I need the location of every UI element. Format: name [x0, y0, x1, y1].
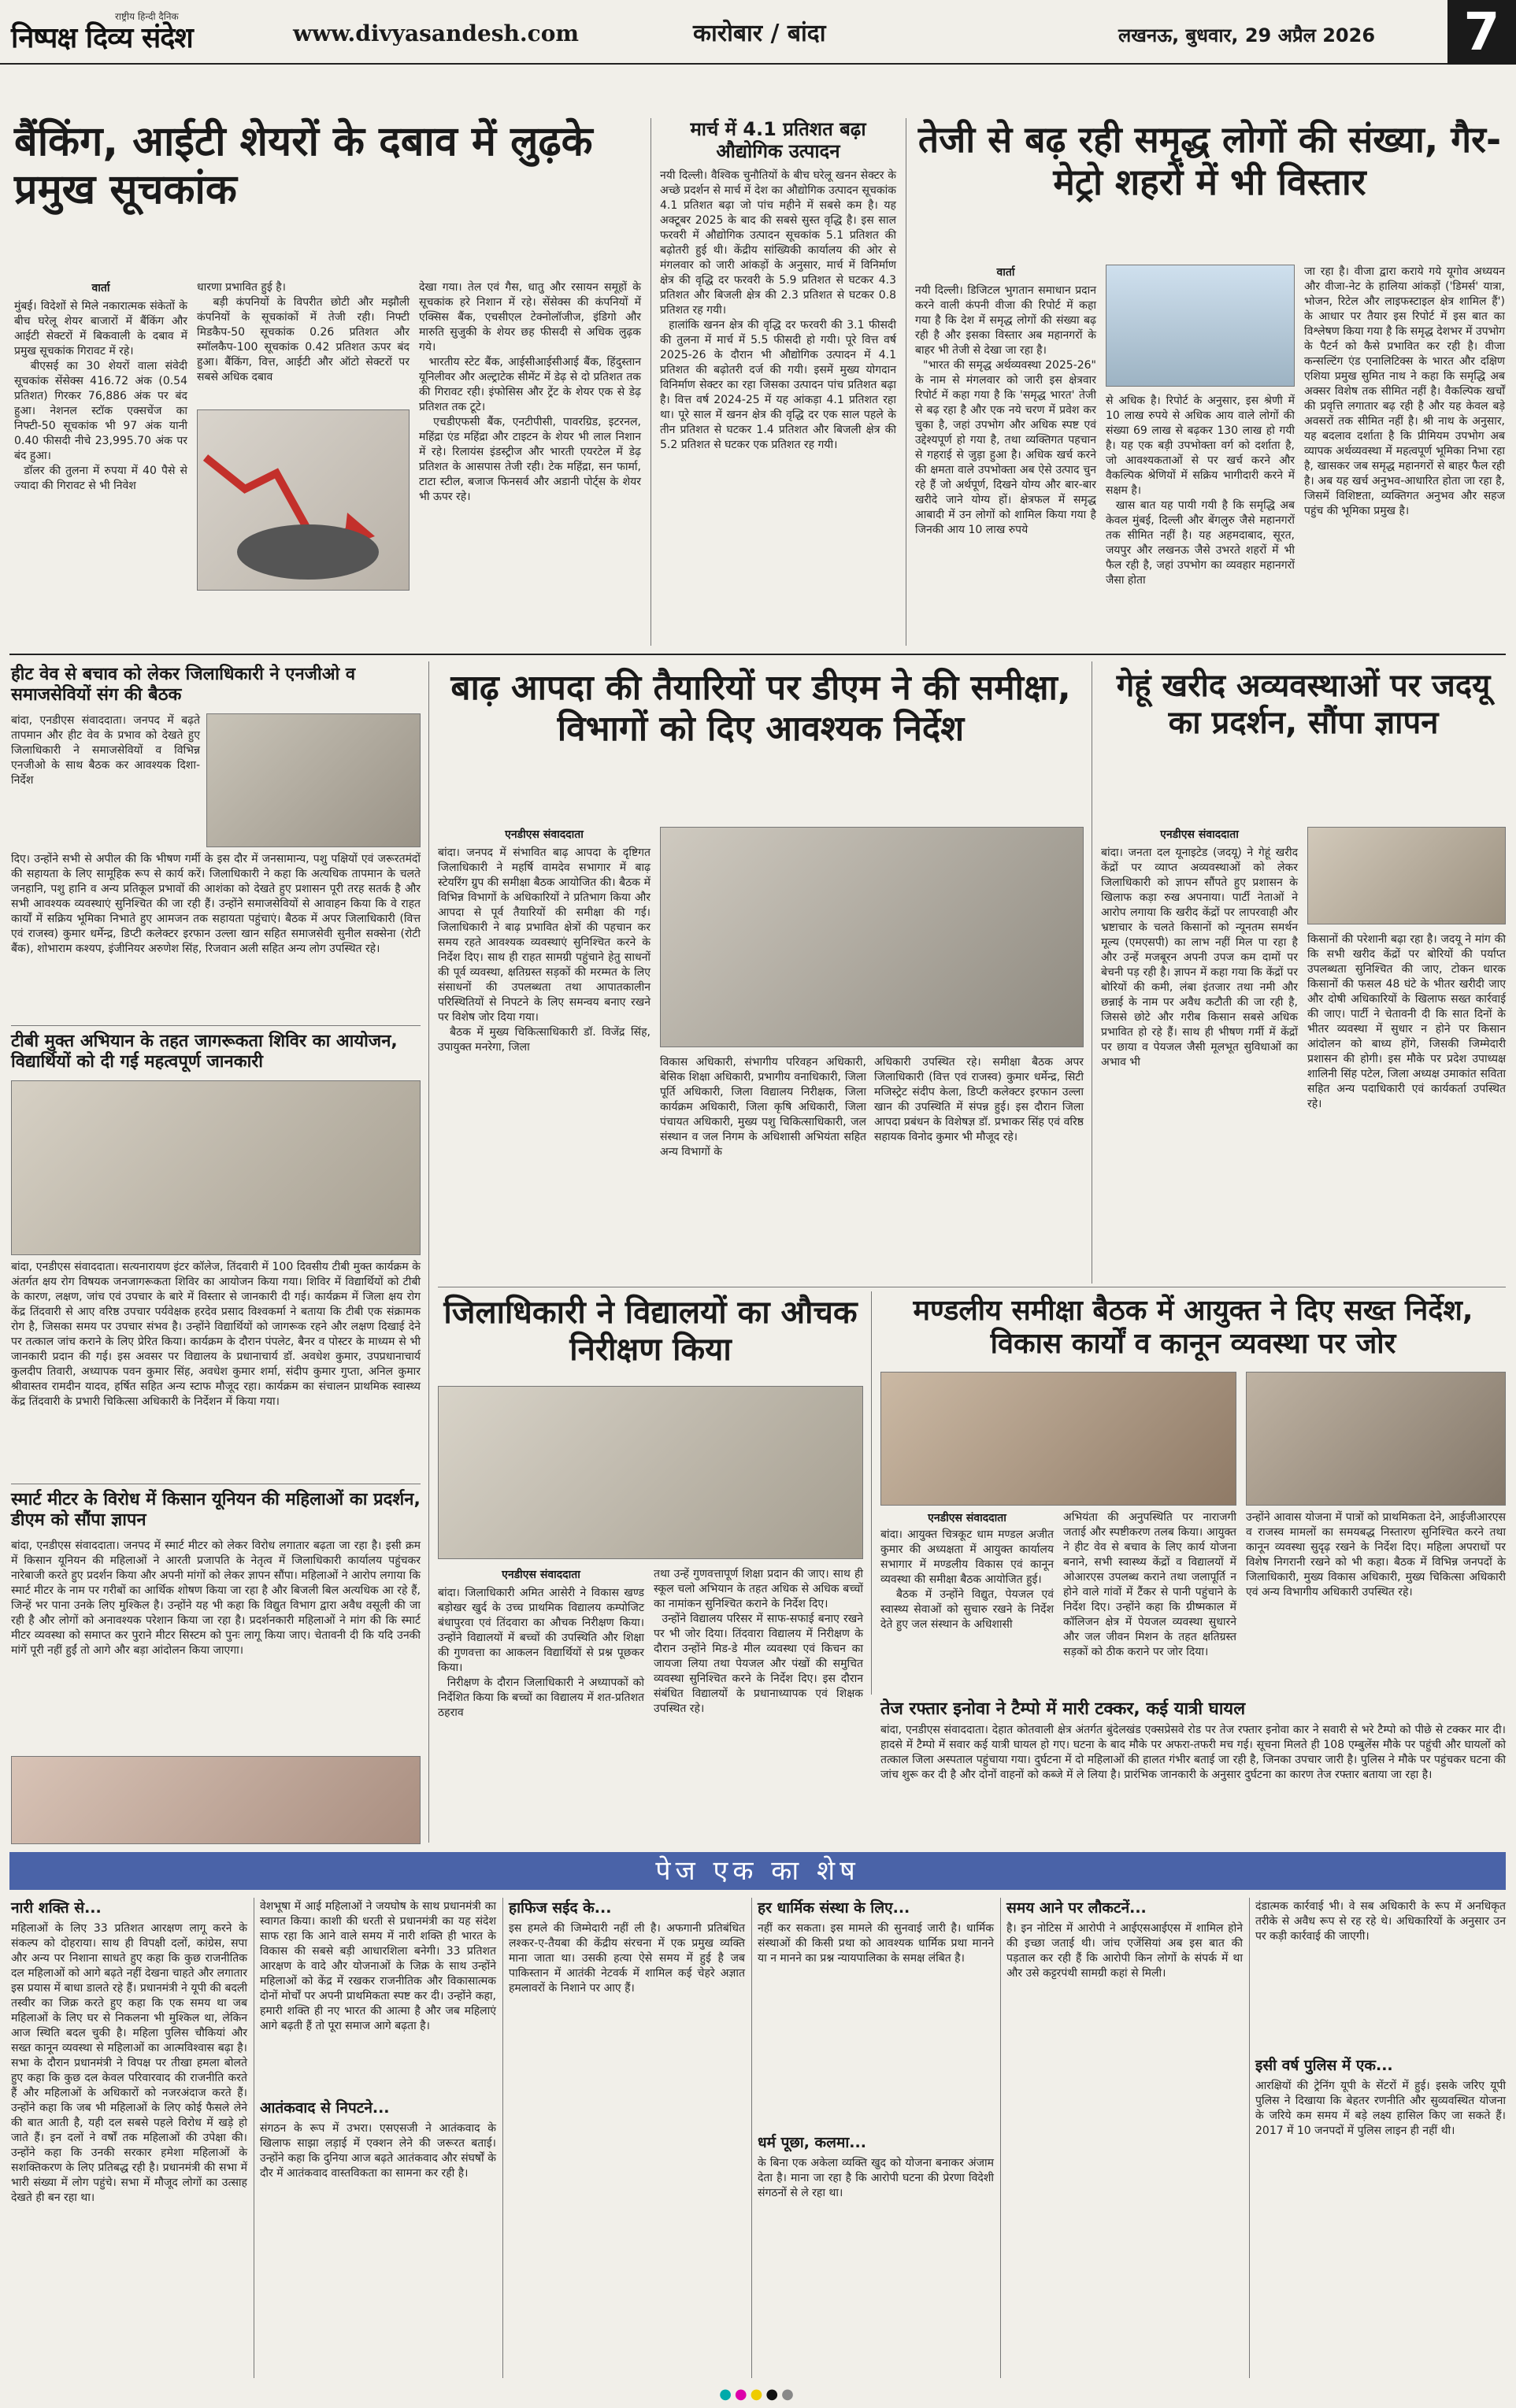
jump-4b-heading[interactable]: धर्म पूछा, कलमा... — [758, 2134, 866, 2151]
masthead-bar — [0, 0, 1516, 65]
jump-2b-body: संगठन के रूप में उभरा। एसएसजी ने आतंकवाद के खिलाफ साझा लड़ाई में एक्शन लेने की जरूरत बताई। उन्होंने कहा कि दुनिया आज बढ़ते आतंकवाद और संघर्षों के दौर में आतंकवाद वास्तविकता का सामना कर रही है। — [260, 2122, 500, 2180]
c1-column-3: अधिकारी उपस्थित रहे। समीक्षा बैठक अपर जिलाधिकारी (वित्त एवं राजस्व) कुमार धर्मेन्द्र, सिटी मजिस्ट्रेट संदीप केला, डिप्टी कलेक्टर इरफान उल्ला खान की उपस्थिति में संपन्न हुई। इस दौरान जिला आपदा प्रबंधन के विशेषज्ञ डॉ. प्रभाकर सिंह एवं वरिष्ठ सहायक विनोद कुमार भी मौजूद रहे। — [874, 1056, 1088, 1143]
a3-column-1: नयी दिल्ली। डिजिटल भुगतान समाधान प्रदान करने वाली कंपनी वीजा की रिपोर्ट में कहा गया है कि देश में समृद्ध लोगों की संख्या बढ़ रही है और इसका विस्तार अब महानगरों के बाहर भी तेजी से देखा जा रहा है। "भारत की समृद्ध अर्थव्यवस्था 2025-26" के नाम से मंगलवार को जारी इस क्षेत्रवार रिपोर्ट में कहा गया है कि 'समृद्ध भारत' तेजी से बढ़ रहा है और एक नये चरण में प्रवेश कर चुका है, जहां उपभोग और अधिक स्पष्ट एवं उद्देश्यपूर्ण हो गया है, तथा व्यक्तिगत पहचान से गहराई से जुड़ा हुआ है। अधिक खर्च करने की क्षमता वाले उपभोक्ता अब ऐसे उत्पाद चुन रहे हैं जो अर्थपूर्ण, दिखने योग्य और बार-बार खरीदे जाने योग्य हों। क्षेत्रफल में समृद्ध आबादी में उन लोगों को शामिल किया गया है जिनकी आय 10 लाख रुपये — [915, 284, 1096, 536]
review-meeting-photo-1 — [880, 1372, 1236, 1506]
newspaper-logo — [11, 9, 295, 58]
a1-column-2: धारणा प्रभावित हुई है। बड़ी कंपनियों के विपरीत छोटी और मझौली कंपनियों के सूचकांकों में तेजी रही। निफ्टी मिडकैप-50 सूचकांक 0.26 प्रतिशत और स्मॉलकैप-100 सूचकांक 0.42 प्रतिशत ऊपर बंद हुआ। बैंकिंग, वित्त, आईटी और ऑटो सेक्टरों पर सबसे अधिक दबाव — [197, 281, 410, 383]
bull-chart-icon — [198, 410, 410, 591]
jump-5-heading[interactable]: समय आने पर लौकटनें... — [1006, 1899, 1147, 1917]
women-protest-photo — [11, 1756, 421, 1844]
jump-6-body: दंडात्मक कार्रवाई भी। वे सब अधिकारी के रूप में अनधिकृत तरीके से अवैध रूप से रह रहे थे। अधिकारियों के अनुसार उन पर कड़ी कार्रवाई की जाएगी। — [1255, 1900, 1510, 1943]
a3-column-2: से अधिक है। रिपोर्ट के अनुसार, इस श्रेणी में 10 लाख रुपये से अधिक आय वाले लोगों की संख्या 69 लाख से बढ़कर 130 लाख हो गयी है। यह एक बड़ी उपभोक्ता वर्ग को दर्शाता है, जो आवश्यकताओं से पर खर्च करने और वैकल्पिक श्रेणियों में सक्रिय भागीदारी करने में सक्षम है। खास बात यह पायी गयी है कि समृद्धि अब केवल मुंबई, दिल्ली और बेंगलुरु जैसे महानगरों तक सीमित नहीं है। यह अहमदाबाद, सूरत, जयपुर और लखनऊ जैसे उभरते शहरों में भी फैल रही है, जहां उपभोग का व्यवहार महानगरों जैसा होता — [1106, 395, 1295, 587]
c4-column-1: बांदा। आयुक्त चित्रकूट धाम मण्डल अजीत कुमार की अध्यक्षता में आयुक्त कार्यालय सभागार में मण्डलीय विकास एवं कानून व्यवस्था की समीक्षा बैठक आयोजित हुई। बैठक में उन्होंने विद्युत, पेयजल एवं स्वास्थ्य सेवाओं को सुचारु रखने के निर्देश देते हुए जल संस्थान के अधिशासी — [880, 1528, 1054, 1631]
tb-camp-photo — [11, 1080, 421, 1255]
a3-headline: तेजी से बढ़ रही समृद्ध लोगों की संख्या, गैर-मेट्रो शहरों में भी विस्तार — [917, 118, 1502, 204]
c5-headline: तेज रफ्तार इनोवा ने टैम्पो में मारी टक्कर, कई यात्री घायल — [880, 1699, 1246, 1719]
divider — [9, 654, 1506, 655]
c1-byline: एनडीएस संवाददाता — [505, 828, 584, 841]
jump-5-body: है। इन नोटिस में आरोपी ने आईएसआईएस में शामिल होने की इच्छा जताई थी। जांच एजेंसियां अब इस बात की पड़ताल कर रही हैं कि आरोपी किन लोगों के संपर्क में था और उसे कट्टरपंथी सामग्री कहां से मिली। — [1006, 1922, 1247, 1980]
jump-3-heading[interactable]: हाफिज सईद के... — [509, 1899, 612, 1917]
jump-1-body: महिलाओं के लिए 33 प्रतिशत आरक्षण लागू करने के संकल्प को दोहराया। साथ ही विपक्षी दलों, कांग्रेस, सपा और अन्य पर निशाना साधते हुए कहा कि कुछ राजनीतिक दल महिलाओं को आगे बढ़ते नहीं देखना चाहते और लगातार इस प्रयास में बाधा डालते रहे हैं। प्रधानमंत्री ने यूपी की बदली तस्वीर का जिक्र करते हुए कहा कि एक समय था जब महिलाओं के लिए घर से निकलना भी मुश्किल था, लेकिन आज स्थिति बदल चुकी है। महिला पुलिस चौकियां और सख्त कानून व्यवस्था से महिलाओं का आत्मविश्वास बढ़ा है। सभा के दौरान प्रधानमंत्री ने विपक्ष पर तीखा हमला बोलते हुए कहा कि कुछ दल केवल परिवारवाद की राजनीति करते हैं और महिलाओं के अधिकारों को नजरअंदाज करते हैं। उन्होंने कहा कि जब भी महिलाओं के लिए कोई फैसले लेने की बात आती है, यही दल सबसे पहले विरोध में खड़े हो जाते हैं। इन दलों ने वर्षों तक महिलाओं की उपेक्षा की। उन्होंने कहा कि उनकी सरकार हमेशा महिलाओं के सशक्तिकरण के लिए प्रतिबद्ध रही है। प्रधानमंत्री की सभा में भारी संख्या में लोग पहुंचे। सभा में मौजूद लोगों का उत्साह देखते ही बन रहा था। — [11, 1922, 251, 2204]
divider — [751, 1898, 752, 2378]
c4-column-3: उन्होंने आवास योजना में पात्रों को प्राथमिकता देने, आईजीआरएस व राजस्व मामलों का समयबद्ध निस्तारण सुनिश्चित करने तथा कानून व्यवस्था सुदृढ़ रखने के निर्देश दिए। महिला अपराधों पर विशेष निगरानी रखने को भी कहा। बैठक में विभिन्न जनपदों के जिलाधिकारी, मुख्य विकास अधिकारी, मुख्य चिकित्सा अधिकारी एवं अन्य विभागीय अधिकारी उपस्थित रहे। — [1246, 1511, 1510, 1599]
a2-headline: मार्च में 4.1 प्रतिशत बढ़ा औद्योगिक उत्पादन — [690, 118, 866, 163]
divider — [502, 1898, 503, 2378]
divider — [1249, 1898, 1250, 2378]
c1-headline: बाढ़ आपदा की तैयारियों पर डीएम ने की समीक्षा, विभागों को दिए आवश्यक निर्देश — [450, 668, 1071, 749]
jump-4-body: नहीं कर सकता। इस मामले की सुनवाई जारी है। धार्मिक संस्थाओं की किसी प्रथा को आवश्यक धार्मिक प्रथा मानने या न मानने का प्रश्न न्यायपालिका के समक्ष लंबित है। — [758, 1922, 998, 1965]
c2-headline: गेहूं खरीद अव्यवस्थाओं पर जदयू का प्रदर्शन, सौंपा ज्ञापन — [1116, 668, 1491, 742]
flood-meeting-photo — [660, 827, 1084, 1047]
a1-headline: बैंकिंग, आईटी शेयरों के दबाव में लुढ़के प्रमुख सूचकांक — [14, 118, 593, 214]
c4-headline: मण्डलीय समीक्षा बैठक में आयुक्त ने दिए सख्त निर्देश, विकास कार्यों व कानून व्यवस्था पर जोर — [913, 1295, 1473, 1361]
jump-3-body: इस हमले की जिम्मेदारी नहीं ली है। अफगानी प्रतिबंधित लश्कर-ए-तैयबा की केंद्रीय संरचना में एक प्रमुख व्यक्ति माना जाता था। उसकी हत्या ऐसे समय में हुई है जब पाकिस्तान में आतंकी नेटवर्क में शामिल कई चेहरे अज्ञात हमलावरों के निशाने पर आए हैं। — [509, 1922, 749, 1995]
a3-column-3: जा रहा है। वीजा द्वारा कराये गये यूगोव अध्ययन और वीजा-नेट के हालिया आंकड़ों ('डिमर्स' यात्रा, भोजन, रिटेल और लाइफस्टाइल क्षेत्र शामिल हैं') के आधार पर तैयार इस रिपोर्ट में इस बात का विश्लेषण किया गया है कि समृद्ध देशभर में उपभोग के पैटर्न को कैसे प्रभावित कर रही है। वीजा कन्सल्टिंग एंड एनालिटिक्स के भारत और दक्षिण एशिया प्रमुख सुमित नाथ ने कहा कि समृद्धि अब अक्सर विशेष तक सीमित नहीं है। वैकल्पिक खर्चों की प्रवृत्ति लगातार बढ़ रही है और यह केवल बड़े अवसरों तक सीमित नहीं है। श्री नाथ के अनुसार, यह बदलाव दर्शाता है कि प्रीमियम उपभोग अब व्यापक अर्थव्यवस्था में महत्वपूर्ण भूमिका निभा रहा है, खासकर जब समृद्ध महानगरों से बाहर फैल रही है। अब यह खर्च अनुभव-आधारित होता जा रहा है, जिसमें विशिष्टता, व्यक्तिगत अनुभव और सहज पहुंच की भूमिका प्रमुख है। — [1304, 265, 1509, 517]
c1-column-1: बांदा। जनपद में संभावित बाढ़ आपदा के दृष्टिगत जिलाधिकारी ने महर्षि वामदेव सभागार में बाढ़ स्टेयरिंग ग्रुप की समीक्षा बैठक आयोजित की। बैठक में विभिन्न विभागों के अधिकारियों ने प्रतिभाग किया और आपदा से पूर्व तैयारियों की समीक्षा की गई। जिलाधिकारी ने बाढ़ प्रभावित क्षेत्रों की पहचान कर समय रहते आवश्यक व्यवस्थाएं सुनिश्चित करने के निर्देश दिए। साथ ही राहत सामग्री पहुंचाने हेतु साधनों की पूर्व व्यवस्था, क्षतिग्रस्त सड़कों की मरम्मत के लिए संसाधनों की उपलब्धता तथा आपातकालीन परिस्थितियों से निपटने के लिए समन्वय बनाए रखने पर विशेष जोर दिया गया। बैठक में मुख्य चिकित्साधिकारी डॉ. विजेंद्र सिंह, उपायुक्त मनरेगा, जिला — [438, 847, 651, 1054]
jump-4-heading[interactable]: हर धार्मिक संस्था के लिए... — [758, 1899, 910, 1917]
c4-column-2: अभियंता की अनुपस्थिति पर नाराजगी जताई और स्पष्टीकरण तलब किया। आयुक्त ने हीट वेव से बचाव के लिए कार्य योजना बनाने, सभी स्वास्थ्य केंद्रों व विद्यालयों में ओआरएस उपलब्ध कराने तथा जलापूर्ति न होने वाले गांवों में टैंकर से पानी पहुंचाने के निर्देश दिए। उन्होंने कहा कि ग्रीष्मकाल में कॉलिजन क्षेत्र में पेयजल व्यवस्था सुधारने और जल जीवन मिशन के तहत क्षतिग्रस्त सड़कों को ठीक कराने पर जोर दिया। — [1063, 1511, 1240, 1658]
c3-column-2: तथा उन्हें गुणवत्तापूर्ण शिक्षा प्रदान की जाए। साथ ही स्कूल चलो अभियान के तहत अधिक से अधिक बच्चों का नामांकन सुनिश्चित कराने के निर्देश दिए। उन्होंने विद्यालय परिसर में साफ-सफाई बनाए रखने पर भी जोर दिया। तिंदवारा विद्यालय में निरीक्षण के दौरान उन्होंने मिड-डे मील व्यवस्था एवं किचन का जायजा लिया तथा पेयजल और पंखों की समुचित व्यवस्था सुनिश्चित करने के निर्देश दिए। इस दौरान संबंधित विद्यालयों के प्रधानाध्यापक एवं शिक्षक उपस्थित रहे। — [654, 1568, 864, 1715]
b2-body: बांदा, एनडीएस संवाददाता। सत्यनारायण इंटर कॉलेज, तिंदवारी में 100 दिवसीय टीबी मुक्त कार्यक्रम के अंतर्गत क्षय रोग विषयक जनजागरूकता शिविर का आयोजन किया गया। शिविर में विद्यार्थियों को टीबी के कारण, लक्षण, जांच एवं उपचार के बारे में विस्तार से जानकारी दी गई। कार्यक्रम में जिला क्षय रोग केंद्र तिंदवारी से आए वरिष्ठ उपचार पर्यवेक्षक हरदेव प्रसाद विश्वकर्मा ने बताया कि टीबी एक संक्रामक रोग है, जिसका समय पर उपचार संभव है। उन्होंने विद्यार्थियों को जागरूक रहने और लक्षण दिखाई देने पर तत्काल जांच कराने के लिए प्रेरित किया। कार्यक्रम के दौरान पंपलेट, बैनर व पोस्टर के माध्यम से भी जानकारी प्रदान की गई। इस अवसर पर विद्यालय के प्रधानाचार्य डॉ. अवधेश कुमार, उपप्रधानाचार्य कुलदीप तिवारी, अध्यापक पवन कुमार सिंह, अवधेश कुमार शर्मा, संदीप कुमार गुप्ता, अनिल कुमार श्रीवास्तव रामदीन यादव, हर्षित सहित अन्य स्टाफ मौजूद रहा। कार्यक्रम का संचालन प्राथमिक स्वास्थ्य केंद्र तिंदवारी के प्रभारी चिकित्सा अधिकारी के निर्देशन में किया गया। — [11, 1261, 424, 1408]
c3-column-1: बांदा। जिलाधिकारी अमित आसेरी ने विकास खण्ड बड़ोखर खुर्द के उच्च प्राथमिक विद्यालय कम्पोजिट बंधापुरवा एवं तिंदवारा का औचक निरीक्षण किया। उन्होंने विद्यालयों में बच्चों की उपस्थिति और शिक्षा की गुणवत्ता का आकलन विद्यार्थियों से प्रश्न पूछकर किया। निरीक्षण के दौरान जिलाधिकारी ने अध्यापकों को निर्देशित किया कि बच्चों का विद्यालय में शत-प्रतिशत ठहराव — [438, 1587, 644, 1719]
print-registration-marks: ●●●●● — [719, 2386, 797, 2402]
divider — [1000, 1898, 1001, 2378]
bull-market-illustration — [197, 409, 410, 591]
divider — [428, 661, 429, 1843]
jump-6b-body: आरक्षियों की ट्रेनिंग यूपी के सेंटरों में हुई। इसके जरिए यूपी पुलिस ने दिखाया कि बेहतर रणनीति और सुव्यवस्थित योजना के जरिये कम समय में बड़े लक्ष्य हासिल किए जा सकते हैं। 2017 में 10 जनपदों में पुलिस लाइन ही नहीं थी। — [1255, 2080, 1510, 2137]
c2-column-1: बांदा। जनता दल यूनाइटेड (जदयू) ने गेहूं खरीद केंद्रों पर व्याप्त अव्यवस्थाओं को लेकर जिलाधिकारी को ज्ञापन सौंपते हुए प्रशासन के खिलाफ कड़ा रुख अपनाया। पार्टी नेताओं ने आरोप लगाया कि खरीद केंद्रों पर लापरवाही और भ्रष्टाचार के चलते किसानों को न्यूनतम समर्थन मूल्य (एमएसपी) का लाभ नहीं मिल पा रहा है और उन्हें मजबूरन अपनी उपज कम दामों पर बेचनी पड़ रही है। ज्ञापन में कहा गया कि केंद्रों पर बोरियों की कमी, लंबा इंतजार तथा नमी और छन्नाई के नाम पर अवैध कटौती की जा रही है, जिससे छोटे और गरीब किसान सबसे अधिक प्रभावित हो रहे हैं। साथ ही भीषण गर्मी में केंद्रों पर छाया व पेयजल जैसी मूलभूत सुविधाओं का अभाव भी — [1101, 847, 1302, 1069]
a1-byline: वार्ता — [91, 282, 110, 295]
b1-headline: हीट वेव से बचाव को लेकर जिलाधिकारी ने एनजीओ व समाजसेवियों संग की बैठक — [11, 665, 356, 705]
b3-headline: स्मार्ट मीटर के विरोध में किसान यूनियन की महिलाओं का प्रदर्शन, डीएम को सौंपा ज्ञापन — [11, 1490, 421, 1530]
newspaper-name: निष्पक्ष दिव्य संदेश — [11, 22, 193, 54]
ngo-meeting-photo — [206, 713, 421, 847]
metro-train-photo — [1106, 265, 1295, 387]
b3-body: बांदा, एनडीएस संवाददाता। जनपद में स्मार्ट मीटर को लेकर विरोध लगातार बढ़ता जा रहा है। इसी क्रम में किसान यूनियन की महिलाओं ने आरती प्रजापति के नेतृत्व में जिलाधिकारी कार्यालय पहुंचकर नारेबाजी करते हुए प्रदर्शन किया और अपनी मांगों को लेकर ज्ञापन सौंपा। महिलाओं ने आरोप लगाया कि स्मार्ट मीटर के नाम पर गरीबों का आर्थिक शोषण किया जा रहा है और बिजली बिल अत्यधिक आ रहे हैं, जिन्हें भर पाना उनके लिए मुश्किल है। उन्होंने यह भी कहा कि विद्युत विभाग द्वारा अवैध वसूली की जा रही है और लोगों को अनावश्यक परेशान किया जा रहा है। प्रदर्शनकारी महिलाओं ने मांग की कि स्मार्ट मीटर व्यवस्था को समाप्त कर पुराने मीटर सिस्टम को पुनः लागू किया जाए। चेतावनी दी कि यदि उनकी मांगें पूरी नहीं हुईं तो आगे और बड़ा आंदोलन किया जाएगा। — [11, 1539, 424, 1657]
b2-headline: टीबी मुक्त अभियान के तहत जागरूकता शिविर का आयोजन, विद्यार्थियों को दी गई महत्वपूर्ण जानकारी — [11, 1032, 398, 1072]
c2-column-2: किसानों की परेशानी बढ़ा रहा है। जदयू ने मांग की कि सभी खरीद केंद्रों पर बोरियों की पर्याप्त उपलब्धता सुनिश्चित की जाए, टोकन धारक किसानों की फसल 48 घंटे के भीतर खरीदी जाए और दोषी अधिकारियों के खिलाफ सख्त कार्रवाई की जाए। पार्टी ने चेतावनी दी कि सात दिनों के भीतर व्यवस्था में सुधार न होने पर किसान आंदोलन को बाध्य होंगे, जिसकी जिम्मेदारी प्रशासन की होगी। इस मौके पर प्रदेश उपाध्यक्ष शालिनी सिंह पटेल, जिला अध्यक्ष उमाकांत सविता सहित अन्य पदाधिकारी एवं कार्यकर्ता उपस्थित रहे। — [1307, 933, 1510, 1110]
tagline: राष्ट्रीय हिन्दी दैनिक — [115, 11, 179, 22]
b1-body: दिए। उन्होंने सभी से अपील की कि भीषण गर्मी के इस दौर में जनसामान्य, पशु पक्षियों एवं जरूरतमंदों की सहायता के लिए सामूहिक रूप से कार्य करें। जिलाधिकारी ने कहा कि अत्यधिक तापमान के चलते जनहानि, पशु हानि व अन्य प्रतिकूल प्रभावों की आशंका को देखते हुए प्रशासन पूरी तरह सतर्क है और सभी आवश्यक व्यवस्थाएं सुनिश्चित की जा रही हैं। उन्होंने समाजसेवियों से आवाहन किया कि वे राहत कार्यों में सक्रिय भूमिका निभाते हुए आमजन तक सहायता पहुंचाएं। बैठक में अपर जिलाधिकारी (वित्त एवं राजस्व) कुमार धर्मेन्द्र, डिप्टी कलेक्टर इरफान उल्ला खान सहित समाजसेवी सुनील सक्सेना (रोटी बैंक), शोभाराम कश्यप, इंजीनियर अरुणेश सिंह, रिजवान अली सहित अन्य लोग उपस्थित रहे। — [11, 853, 424, 955]
b1-lead: बांदा, एनडीएस संवाददाता। जनपद में बढ़ते तापमान और हीट वेव के प्रभाव को देखते हुए जिलाधिकारी ने समाजसेवियों व विभिन्न एनजीओ के साथ बैठक कर आवश्यक दिशा-निर्देश — [11, 714, 204, 787]
c4-byline: एनडीएस संवाददाता — [928, 1512, 1006, 1524]
jump-1-heading[interactable]: नारी शक्ति से... — [11, 1899, 102, 1917]
c2-byline: एनडीएस संवाददाता — [1160, 828, 1239, 841]
jump-6-heading[interactable]: इसी वर्ष पुलिस में एक... — [1255, 2057, 1393, 2074]
section-name: कारोबार / बांदा — [693, 20, 826, 47]
jdu-memorandum-photo — [1307, 827, 1506, 924]
a1-column-1: मुंबई। विदेशों से मिले नकारात्मक संकेतों के बीच घरेलू शेयर बाजारों में बैंकिंग और आईटी सेक्टरों में बिकवाली के दबाव में प्रमुख सूचकांक गिरावट में रहे। बीएसई का 30 शेयरों वाला संवेदी सूचकांक सेंसेक्स 416.72 अंक (0.54 प्रतिशत) गिरकर 76,886 अंक पर बंद हुआ। नेशनल स्टॉक एक्सचेंज का निफ्टी-50 सूचकांक भी 97 अंक यानी 0.40 फीसदी नीचे 23,995.70 अंक पर बंद हुआ। डॉलर की तुलना में रुपया में 40 पैसे से ज्यादा की गिरावट से भी निवेश — [14, 300, 187, 492]
c3-headline: जिलाधिकारी ने विद्यालयों का औचक निरीक्षण किया — [443, 1295, 858, 1369]
review-meeting-photo-2 — [1246, 1372, 1506, 1506]
a3-byline: वार्ता — [996, 266, 1015, 279]
page-number: 7 — [1447, 0, 1516, 65]
a2-body: नयी दिल्ली। वैश्विक चुनौतियों के बीच घरेलू खनन सेक्टर के अच्छे प्रदर्शन से मार्च में देश का औद्योगिक उत्पादन सूचकांक 4.1 प्रतिशत बढ़ा जो पांच महीने में सबसे कम है। यह अक्टूबर 2025 के बाद की सबसे सुस्त वृद्धि है। इस साल फरवरी में औद्योगिक उत्पादन सूचकांक 5.1 प्रतिशत की बढ़ोतरी हुई थी। केंद्रीय सांख्यिकी कार्यालय की ओर से मंगलवार को जारी आंकड़ों के अनुसार, मार्च में विनिर्माण क्षेत्र की वृद्धि दर फरवरी के 5.9 प्रतिशत से घटकर 4.3 प्रतिशत और बिजली क्षेत्र की 2.3 प्रतिशत से घटकर 0.8 प्रतिशत रह गयी। हालांकि खनन क्षेत्र की वृद्धि दर फरवरी की 3.1 फीसदी की तुलना में मार्च में 5.5 फीसदी हो गयी। पूरे वित्त वर्ष 2025-26 के दौरान भी औद्योगिक उत्पादन में 4.1 प्रतिशत की बढ़ोतरी दर्ज की गयी। इसमें मुख्य योगदान विनिर्माण सेक्टर का रहा जिसका उत्पादन पांच प्रतिशत बढ़ा है। वित्त वर्ष 2024-25 में यह आंकड़ा 4.1 प्रतिशत रहा था। पूरे साल में खनन क्षेत्र की वृद्धि दर एक साल पहले के तीन प्रतिशत से घटकर 1.4 प्रतिशत और बिजली क्षेत्र की 5.2 प्रतिशत से घटकर एक प्रतिशत रह गयी। — [660, 169, 896, 451]
a1-column-3: देखा गया। तेल एवं गैस, धातु और रसायन समूहों के सूचकांक हरे निशान में रहे। सेंसेक्स की कंपनियों में एक्सिस बैंक, एचसीएल टेक्नोलॉजीज, इंडिगो और मारुति सुजुकी के शेयर छह फीसदी से अधिक लुढ़क गये। भारतीय स्टेट बैंक, आईसीआईसीआई बैंक, हिंदुस्तान यूनिलीवर और अल्ट्राटेक सीमेंट में डेढ़ से दो प्रतिशत तक की गिरावट रही। इंफोसिस और ट्रेंट के शेयर एक से डेढ़ प्रतिशत तक टूटे। एचडीएफसी बैंक, एनटीपीसी, पावरग्रिड, इटरनल, महिंद्रा एंड महिंद्रा और टाइटन के शेयर भी लाल निशान में रहे। रिलायंस इंडस्ट्रीज और भारती एयरटेल में डेढ़ प्रतिशत के आसपास तेजी रही। टेक महिंद्रा, सन फार्मा, टाटा स्टील, बजाज फिनसर्व और अडानी पोर्ट्स के शेयर भी ऊपर रहे। — [419, 281, 641, 503]
c5-body: बांदा, एनडीएस संवाददाता। देहात कोतवाली क्षेत्र अंतर्गत बुंदेलखंड एक्सप्रेसवे रोड पर तेज रफ्तार इनोवा कार ने सवारी से भरे टैम्पो को पीछे से टक्कर मार दी। हादसे में टैम्पो में सवार कई यात्री घायल हो गए। घटना के बाद मौके पर अफरा-तफरी मच गई। सूचना मिलते ही 108 एम्बुलेंस मौके पर पहुंची और घायलों को तत्काल जिला अस्पताल पहुंचाया गया। दुर्घटना में दो महिलाओं की हालत गंभीर बताई जा रही है, जिनका उपचार जारी है। पुलिस ने मौके पर पहुंचकर घटना की जांच शुरू कर दी है और दोनों वाहनों को कब्जे में ले लिया है। प्रारंभिक जानकारी के अनुसार दुर्घटना का कारण तेज रफ्तार बताया जा रहा है। — [880, 1724, 1510, 1781]
jump-2-heading[interactable]: आतंकवाद से निपटने... — [260, 2099, 390, 2117]
jump-4b-body: के बिना एक अकेला व्यक्ति खुद को योजना बनाकर अंजाम देता है। माना जा रहा है कि आरोपी घटना की प्रेरणा विदेशी संगठनों से ले रहा था। — [758, 2157, 998, 2199]
jump-2-body: वेशभूषा में आई महिलाओं ने जयघोष के साथ प्रधानमंत्री का स्वागत किया। काशी की धरती से प्रधानमंत्री का यह संदेश साफ रहा कि आने वाले समय में नारी शक्ति ही भारत के विकास की सबसे बड़ी आधारशिला बनेगी। 33 प्रतिशत आरक्षण के वादे और योजनाओं के जिक्र के साथ उन्होंने महिलाओं को केंद्र में रखकर राजनीतिक और विकासात्मक दोनों मोर्चों पर अपनी प्राथमिकता स्पष्ट कर दी। उन्होंने कहा, हमारी शक्ति ही नए भारत की आत्मा है और जब महिलाएं आगे बढ़ती हैं तो पूरा समाज आगे बढ़ता है। — [260, 1900, 500, 2032]
dateline: लखनऊ, बुधवार, 29 अप्रैल 2026 — [1118, 24, 1376, 46]
website-link[interactable]: www.divyasandesh.com — [293, 20, 580, 46]
c1-column-2: विकास अधिकारी, संभागीय परिवहन अधिकारी, बेसिक शिक्षा अधिकारी, प्रभागीय वनाधिकारी, जिला पूर्ति अधिकारी, जिला विद्यालय निरीक्षक, जिला कार्यक्रम अधिकारी, जिला कृषि अधिकारी, जिला पंचायत अधिकारी, मुख्य पशु चिकित्साधिकारी, जल संस्थान व जल निगम के अधिशासी अभियंता सहित अन्य विभागों के — [660, 1056, 870, 1158]
divider — [11, 1025, 421, 1026]
continued-banner: पेज एक का शेष — [9, 1852, 1506, 1890]
c3-byline: एनडीएस संवाददाता — [502, 1569, 580, 1581]
divider — [871, 1291, 872, 1695]
school-inspection-photo — [438, 1386, 863, 1559]
